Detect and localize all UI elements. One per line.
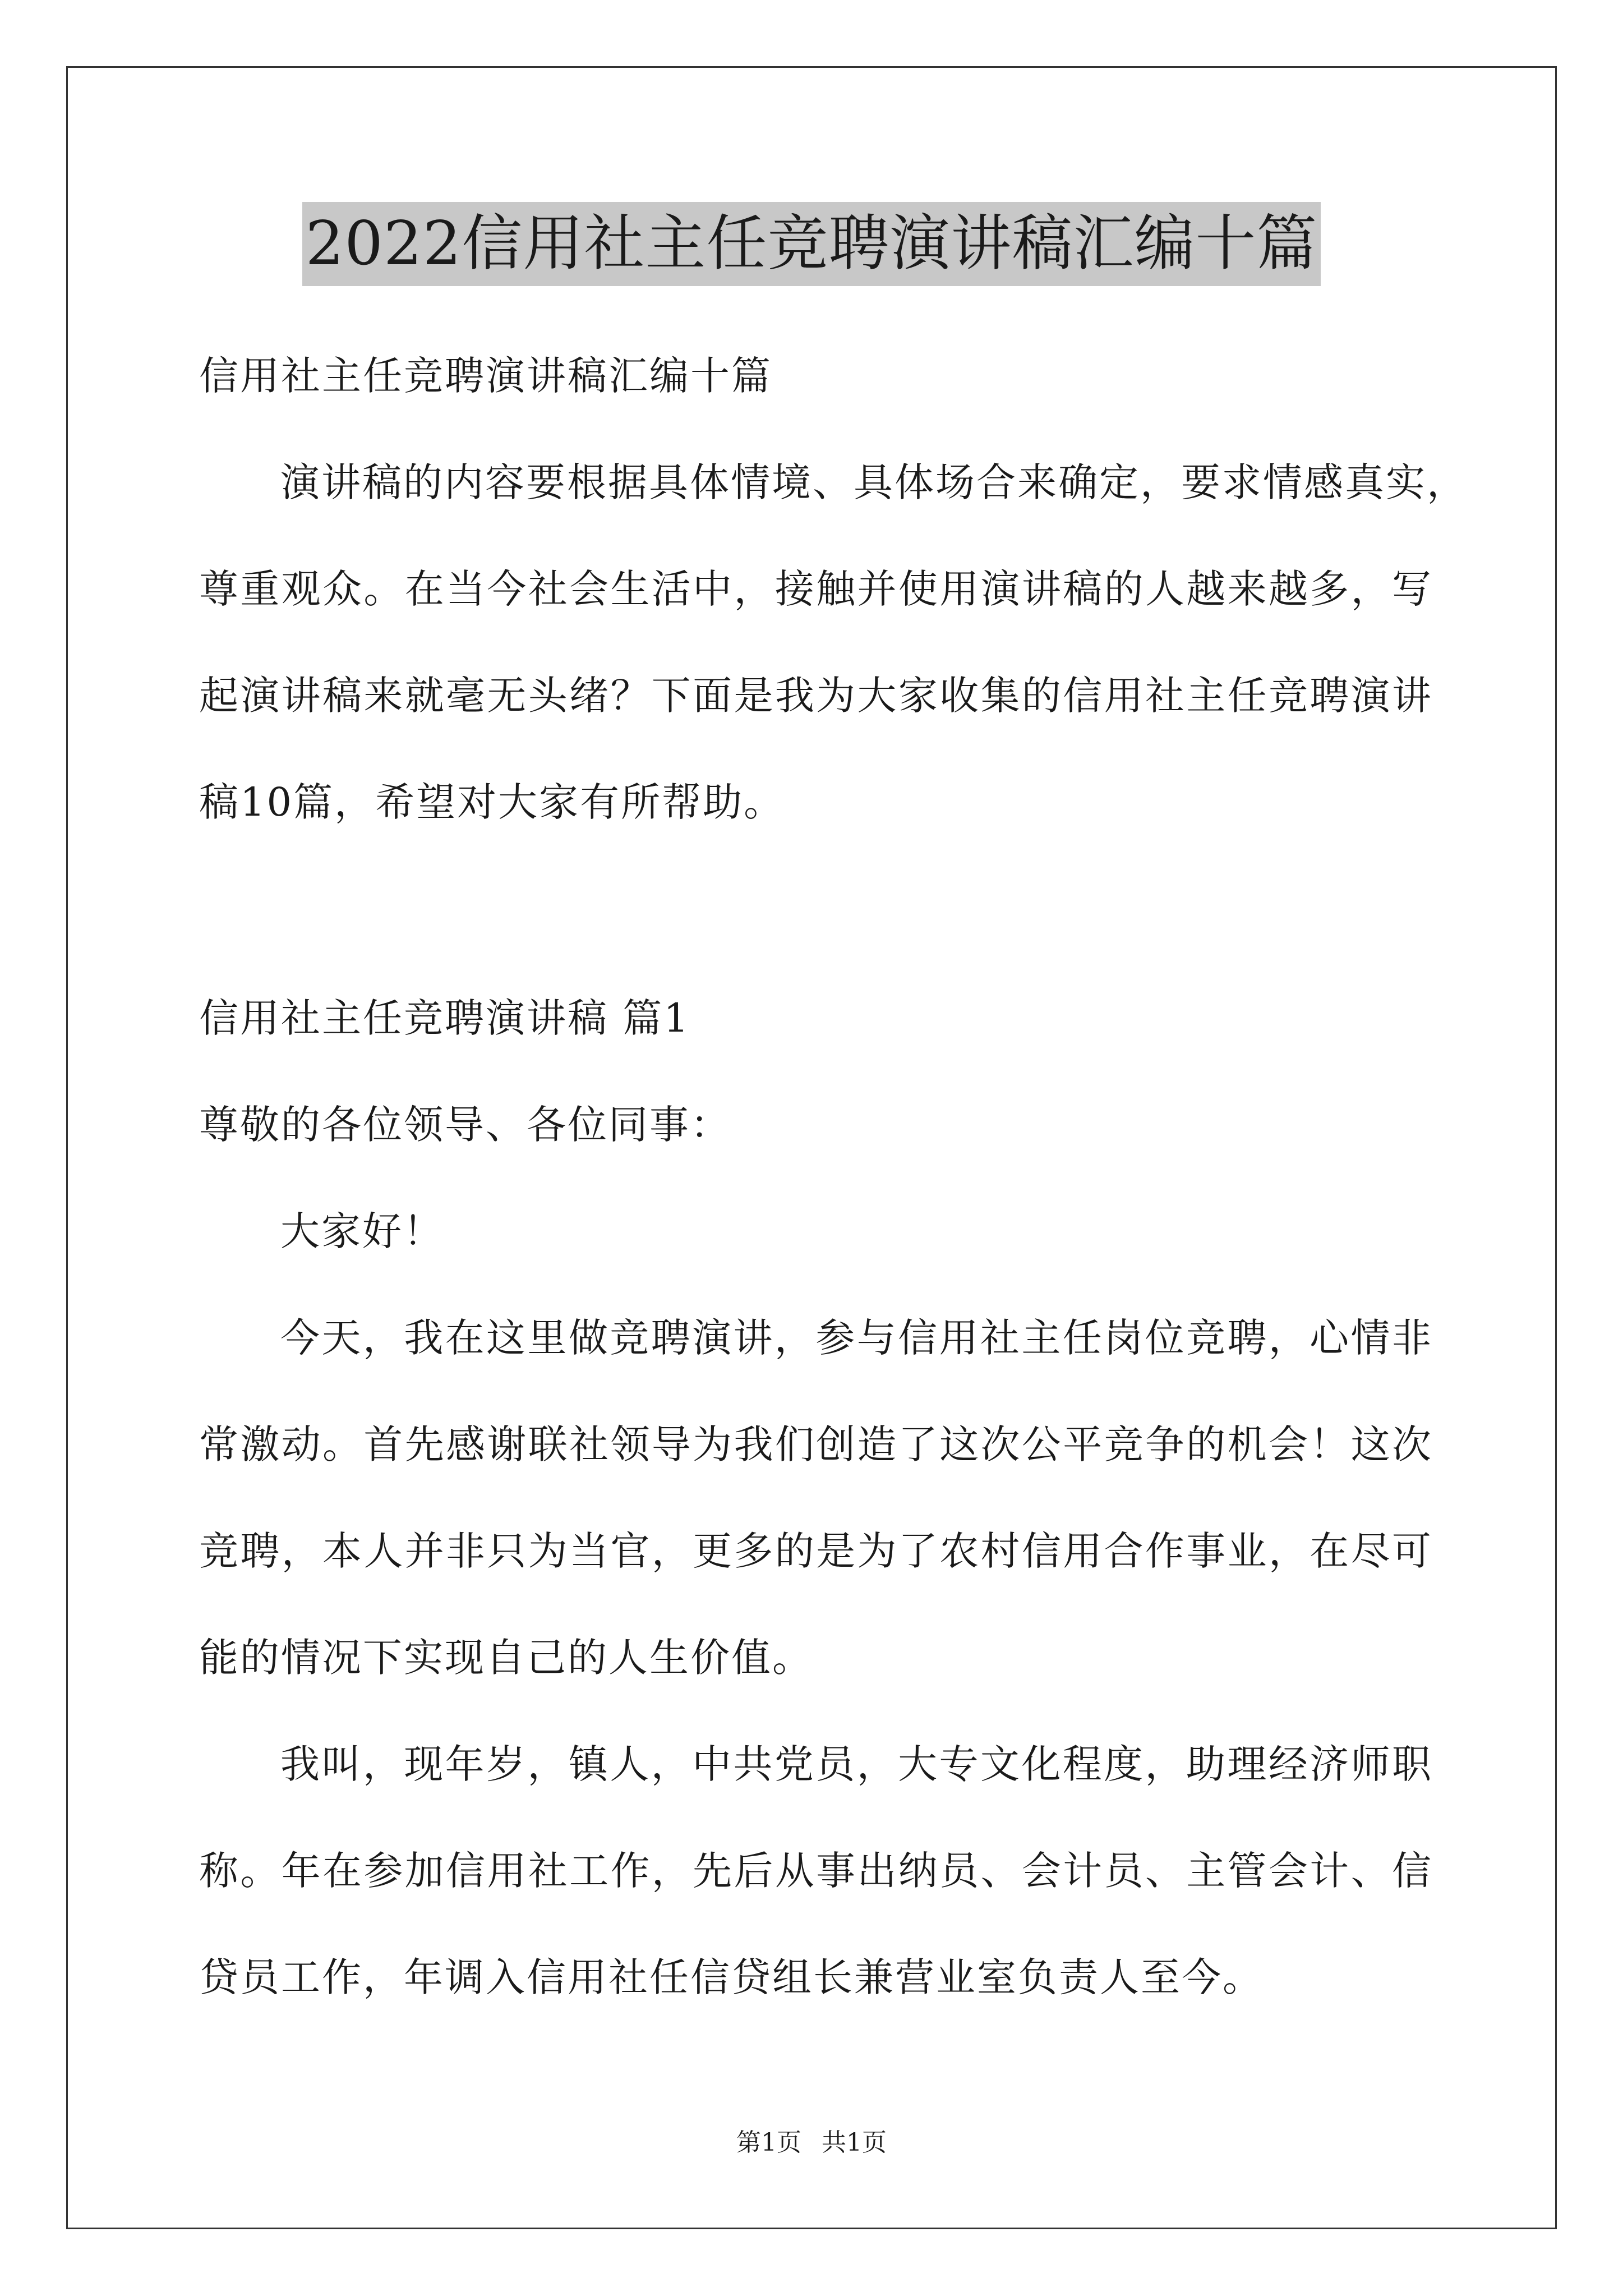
page-current: 第1页 xyxy=(736,2128,801,2157)
para1-line-4: 能的情况下实现自己的人生价值。 xyxy=(199,1635,813,1681)
para1-line-2: 常激动。首先感谢联社领导为我们创造了这次公平竞争的机会！这次 xyxy=(199,1421,1433,1467)
para2-line-1: 我叫，现年岁，镇人，中共党员，大专文化程度，助理经济师职 xyxy=(280,1741,1433,1787)
para1-line-3: 竞聘，本人并非只为当官，更多的是为了农村信用合作事业，在尽可 xyxy=(199,1528,1433,1574)
para2-line-3: 贷员工作，年调入信用社任信贷组长兼营业室负责人至今。 xyxy=(199,1954,1264,2000)
page-total: 共1页 xyxy=(822,2128,887,2157)
document-title: 2022信用社主任竞聘演讲稿汇编十篇 xyxy=(302,202,1321,286)
document-subtitle: 信用社主任竞聘演讲稿汇编十篇 xyxy=(199,353,772,399)
salutation: 尊敬的各位领导、各位同事： xyxy=(199,1102,731,1148)
para1-line-1: 今天，我在这里做竞聘演讲，参与信用社主任岗位竞聘，心情非 xyxy=(280,1315,1433,1361)
section-heading: 信用社主任竞聘演讲稿 篇1 xyxy=(199,995,690,1041)
greeting: 大家好！ xyxy=(280,1208,444,1254)
page-footer xyxy=(0,2126,1623,2160)
intro-line-2: 尊重观众。在当今社会生活中，接触并使用演讲稿的人越来越多，写 xyxy=(199,566,1433,612)
intro-line-1: 演讲稿的内容要根据具体情境、具体场合来确定，要求情感真实， xyxy=(280,459,1468,505)
intro-line-4: 稿10篇，希望对大家有所帮助。 xyxy=(199,779,785,825)
para2-line-2: 称。年在参加信用社工作，先后从事出纳员、会计员、主管会计、信 xyxy=(199,1848,1433,1894)
intro-line-3: 起演讲稿来就毫无头绪？下面是我为大家收集的信用社主任竞聘演讲 xyxy=(199,673,1433,719)
title-container xyxy=(0,202,1623,286)
